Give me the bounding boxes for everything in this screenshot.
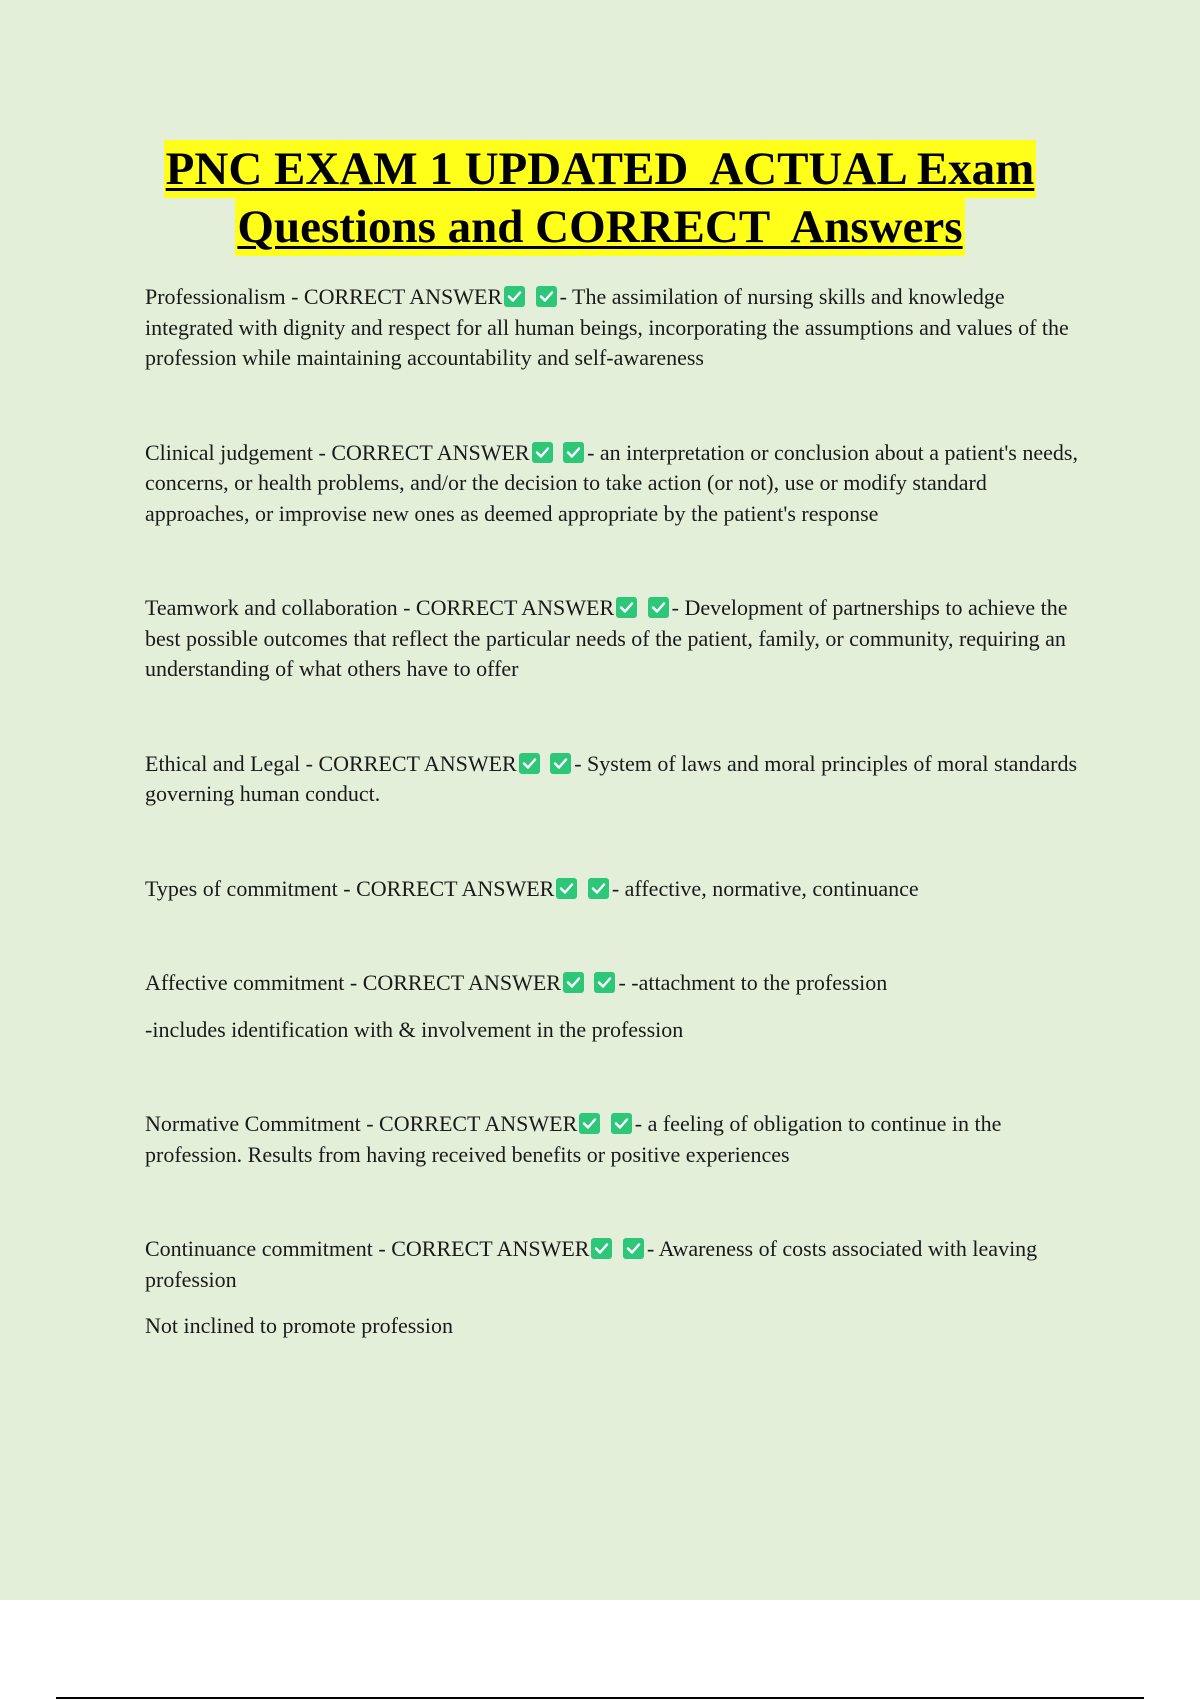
check-box-icon [648,597,669,618]
check-box-icon [563,972,584,993]
page-title [0,140,1200,256]
check-box-icon [519,753,540,774]
answer-text: - System of laws and moral principles of moral standards governing human conduct. [145,750,1078,806]
answer-extra-text: Not inclined to promote profession [145,1313,453,1338]
qa-text [145,874,1080,905]
check-box-icon [623,1238,644,1259]
title-line-1: PNC EXAM 1 UPDATED ACTUAL Exam [164,140,1037,198]
check-box-icon [563,442,584,463]
answer-text: - a feeling of obligation to continue in the profession. Results from having received benefits or positive experiences [145,1111,1002,1167]
check-box-icon [556,878,577,899]
check-box-icon [591,1238,612,1259]
term: Clinical judgement [145,439,314,465]
answer-text: - Awareness of costs associated with leaving profession [145,1236,1038,1292]
check-box-icon [594,972,615,993]
term: Ethical and Legal [145,750,301,776]
qa-text [145,749,1080,810]
qa-entry [145,1109,1080,1170]
term: Affective commitment [145,970,345,995]
correct-answer-label: - CORRECT ANSWER [313,439,530,465]
qa-list [145,282,1080,1342]
answer-extra-text: -includes identification with & involvement in the profession [145,1016,684,1042]
check-box-icon [550,753,571,774]
term: Normative Commitment [145,1111,361,1136]
correct-answer-label: - CORRECT ANSWER [300,750,517,776]
term: Continuance commitment [145,1236,373,1261]
check-box-icon [579,1113,600,1134]
qa-entry [145,593,1080,685]
correct-answer-label: - CORRECT ANSWER [344,970,561,995]
correct-answer-label: - CORRECT ANSWER [285,284,503,309]
qa-entry [145,438,1080,530]
qa-entry [145,749,1080,810]
qa-entry [145,282,1080,374]
check-box-icon [611,1113,632,1134]
check-box-icon [536,286,557,307]
check-box-icon [504,286,525,307]
check-box-icon [588,878,609,899]
qa-text [145,1234,1080,1295]
qa-entry [145,1234,1080,1342]
check-box-icon [532,442,553,463]
term: Professionalism [145,284,286,309]
correct-answer-label: - CORRECT ANSWER [337,875,555,901]
footer-rule [56,1697,1144,1699]
answer-text: - an interpretation or conclusion about a patient's needs, concerns, or health problems, and/or the decision to take action (or not), use or modify standard approaches, or improvise new ones as deemed appropriate by the patient's response [145,439,1078,526]
qa-text [145,593,1080,685]
answer-text: - affective, normative, continuance [611,875,919,901]
qa-text [145,1109,1080,1170]
answer-text: - -attachment to the profession [618,970,888,995]
qa-text [145,438,1080,530]
correct-answer-label: - CORRECT ANSWER [360,1111,578,1136]
correct-answer-label: - CORRECT ANSWER [397,595,615,620]
check-box-icon [616,597,637,618]
answer-text: - Development of partnerships to achieve the best possible outcomes that reflect the particular needs of the patient, family, or community, requiring an understanding of what others have to offer [145,595,1068,681]
term: Types of commitment [145,875,338,901]
correct-answer-label: - CORRECT ANSWER [372,1236,590,1261]
qa-entry [145,968,1080,1045]
answer-text: - The assimilation of nursing skills and knowledge integrated with dignity and respect for all human beings, incorporating the assumptions and values of the profession while maintaining accountability and self-awareness [145,284,1069,370]
qa-text [145,282,1080,374]
title-line-2: Questions and CORRECT Answers [235,198,964,256]
qa-text [145,968,1080,999]
term: Teamwork and collaboration [145,595,398,620]
qa-entry [145,874,1080,905]
